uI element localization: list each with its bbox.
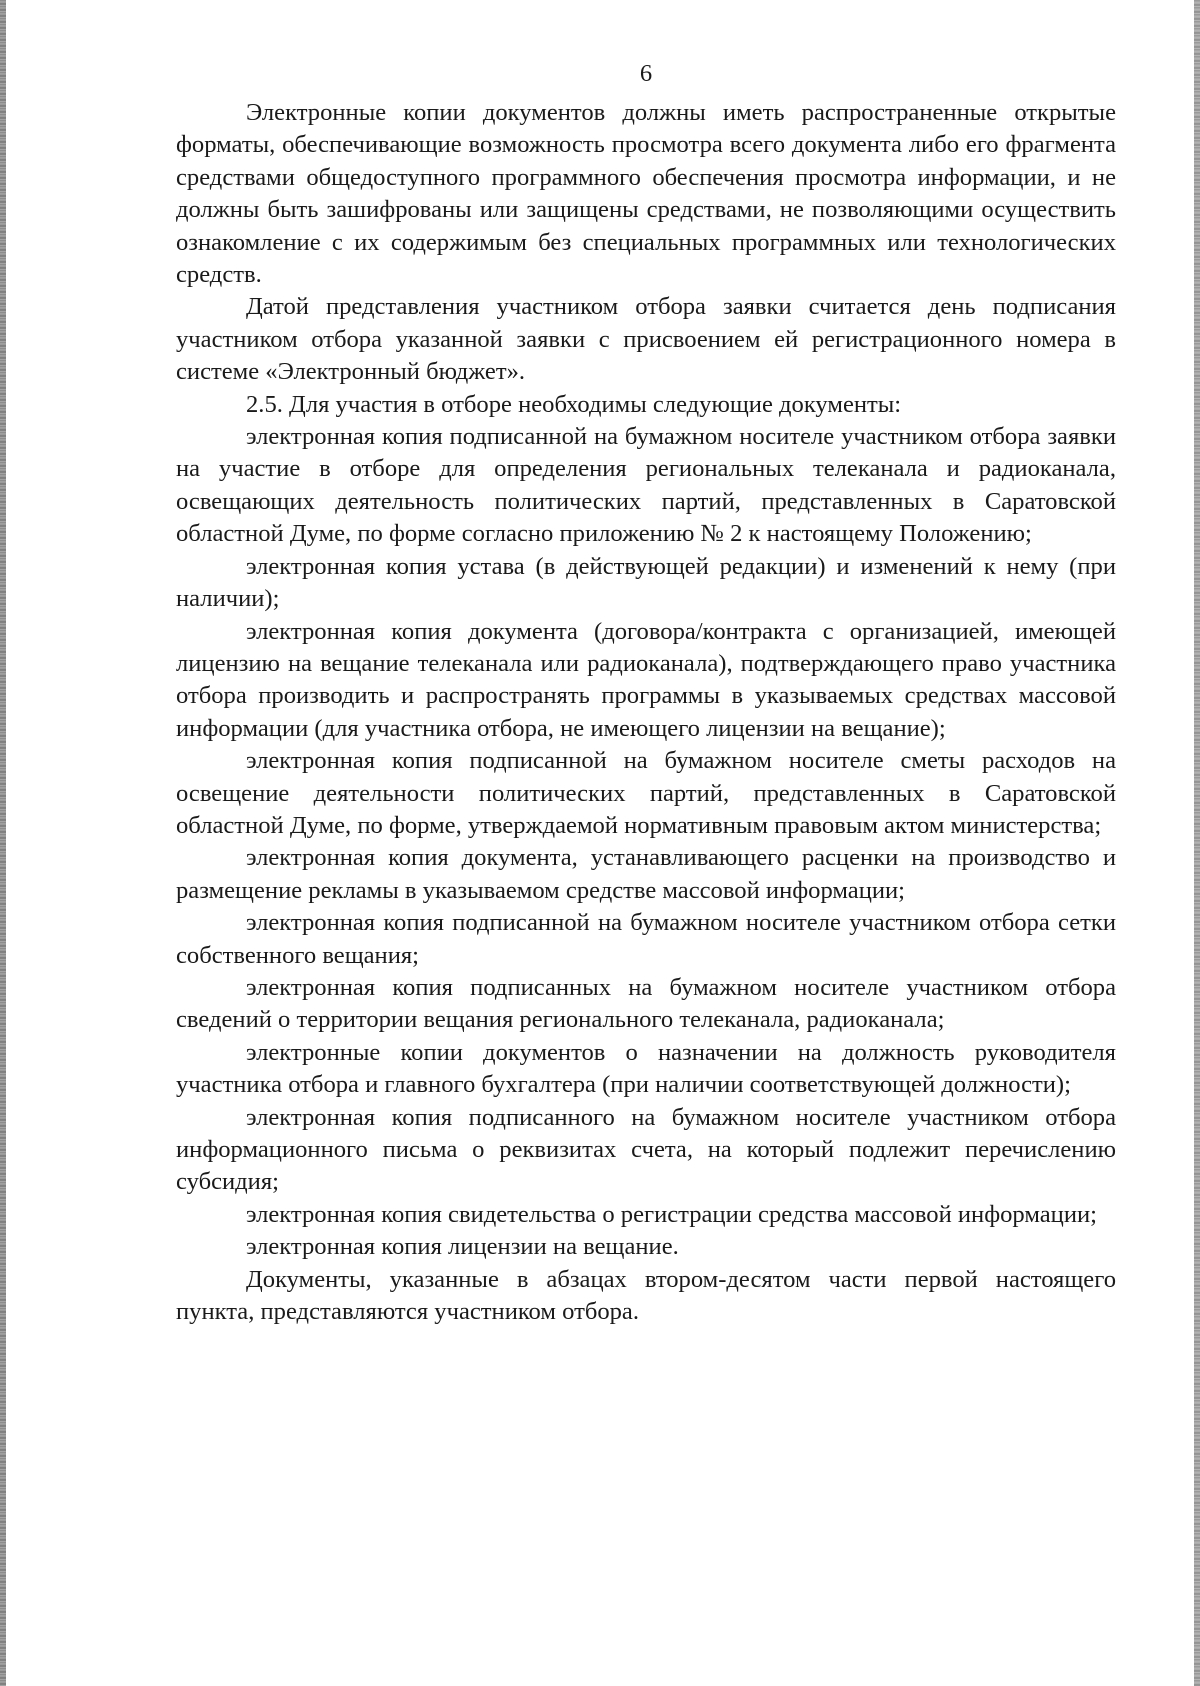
list-item-broadcast-territory-copy: электронная копия подписанных на бумажном носителе участником отбора сведений о территории вещания регионального телеканала, радиоканала; <box>176 973 1116 1034</box>
list-item-charter-copy: электронная копия устава (в действующей редакции) и изменений к нему (при наличии); <box>176 552 1116 613</box>
page-number: 6 <box>639 60 653 87</box>
list-item-media-registration-copy: электронная копия свидетельства о регистрации средства массовой информации; <box>246 1200 1097 1228</box>
list-item-broadcast-grid-copy: электронная копия подписанной на бумажном носителе участником отбора сетки собственного вещания; <box>176 909 1116 969</box>
list-item-broadcast-license-copy: электронная копия лицензии на вещание. <box>246 1233 679 1261</box>
paragraph-submission-date: Датой представления участником отбора заявки считается день подписания участником отбора указанной заявки с присвоением ей регистрационного номера в системе «Электронный бюджет». <box>176 293 1116 386</box>
scan-border-right <box>1194 0 1200 1686</box>
list-item-pricing-copy: электронная копия документа, устанавливающего расценки на производство и размещение рекламы в указываемом средстве массовой информации; <box>176 844 1116 904</box>
list-item-bank-details-letter-copy: электронная копия подписанного на бумажном носителе участником отбора информационного письма о реквизитах счета, на который подлежит перечислению субсидия; <box>176 1103 1116 1196</box>
paragraph-documents-submitted: Документы, указанные в абзацах втором-десятом части первой настоящего пункта, представляются участником отбора. <box>176 1265 1116 1326</box>
paragraph-section-2-5: 2.5. Для участия в отборе необходимы следующие документы: <box>246 390 902 418</box>
document-page <box>176 58 1116 1328</box>
list-item-application-copy: электронная копия подписанной на бумажном носителе участником отбора заявки на участие в отборе для определения региональных телеканала и радиоканала, освещающих деятельность политических партий, представленных в Саратовской областной Думе, по форме согласно приложению № 2 к настоящему Положению; <box>176 423 1116 548</box>
paragraph-electronic-copies-formats: Электронные копии документов должны иметь распространенные открытые форматы, обеспечивающие возможность просмотра всего документа либо его фрагмента средствами общедоступного программного обеспечения просмотра информации, и не должны быть зашифрованы или защищены средствами, не позволяющими осуществить ознакомление с их содержимым без специальных программных или технологических средств. <box>176 99 1116 289</box>
list-item-appointment-docs-copy: электронные копии документов о назначении на должность руководителя участника отбора и главного бухгалтера (при наличии соответствующей должности); <box>176 1038 1116 1099</box>
list-item-estimate-copy: электронная копия подписанной на бумажном носителе сметы расходов на освещение деятельности политических партий, представленных в Саратовской областной Думе, по форме, утверждаемой нормативным правовым актом министерства; <box>176 747 1116 839</box>
scan-border-left <box>0 0 6 1686</box>
list-item-contract-copy: электронная копия документа (договора/контракта с организацией, имеющей лицензию на вещание телеканала или радиоканала), подтверждающего право участника отбора производить и распространять программы в указываемых средствах массовой информации (для участника отбора, не имеющего лицензии на вещание); <box>176 617 1116 742</box>
